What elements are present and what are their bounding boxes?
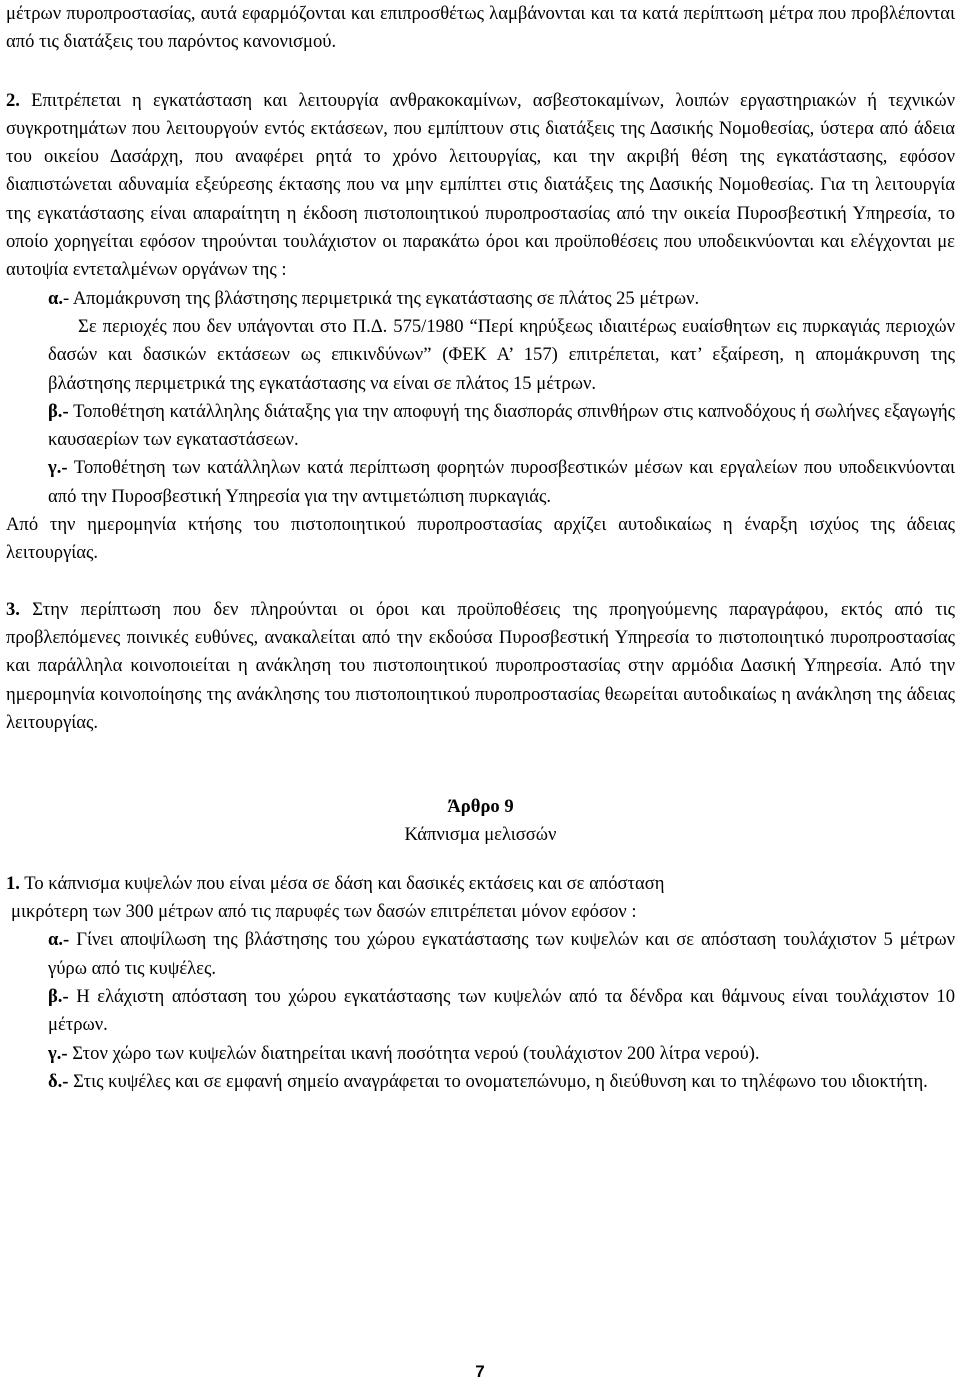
item-label: δ.-: [48, 1070, 69, 1092]
item-text: Η ελάχιστη απόσταση του χώρου εγκατάστασης των κυψελών από τα δένδρα και θάμνους είναι τουλάχιστον 10 μέτρων.: [48, 985, 955, 1036]
item-text: Στον χώρο των κυψελών διατηρείται ικανή ποσότητα νερού (τουλάχιστον 200 λίτρα νερού).: [67, 1042, 760, 1064]
article-item-d: [6, 1068, 955, 1096]
item-label: γ.-: [48, 457, 68, 479]
page-number: 7: [475, 1362, 485, 1381]
item-text: - Απομάκρυνση της βλάστησης περιμετρικά της εγκατάστασης σε πλάτος 25 μέτρων.: [63, 287, 700, 309]
item-label: β.-: [48, 985, 69, 1007]
list-item-a: [6, 285, 955, 313]
article-item-c: [6, 1040, 955, 1068]
article-subheading: Κάπνισμα μελισσών: [404, 824, 557, 846]
item-text: Σε περιοχές που δεν υπάγονται στο Π.Δ. 575/1980 “Περί κηρύξεως ιδιαιτέρως ευαίσθητων εις πυρκαγιάς περιοχών δασών και δασικών εκτάσεων ως επικινδύνων” (ΦΕΚ Α’ 157) επιτρέπεται, κατ’ εξαίρεση, η απομάκρυνση της βλάστησης περιμετρικά της εγκατάστασης να είναι σε πλάτος 15 μέτρων.: [48, 315, 955, 394]
paragraph-3: [6, 596, 955, 737]
list-item-b: [6, 398, 955, 455]
paragraph-2-closing: Από την ημερομηνία κτήσης του πιστοποιητικού πυροπροστασίας αρχίζει αυτοδικαίως η έναρξη ισχύος της άδειας λειτουργίας.: [6, 514, 955, 564]
document-page: [6, 0, 955, 1096]
item-label: γ.-: [48, 1042, 68, 1064]
item-label: α.: [48, 287, 64, 309]
paragraph-number: 3.: [6, 598, 20, 620]
article-paragraph-1-line1: [6, 870, 955, 898]
spacer: [6, 568, 955, 596]
paragraph-number: 1.: [6, 872, 20, 894]
item-text: Γίνει αποψίλωση της βλάστησης του χώρου εγκατάστασης των κυψελών και σε απόσταση τουλάχιστον 5 μέτρων γύρω από τις κυψέλες.: [48, 929, 955, 979]
item-text: Στις κυψέλες και σε εμφανή σημείο αναγράφεται το ονοματεπώνυμο, η διεύθυνση και το τηλέφωνο του ιδιοκτήτη.: [68, 1070, 928, 1092]
item-text: Τοποθέτηση των κατάλληλων κατά περίπτωση φορητών πυροσβεστικών μέσων και εργαλείων που υποδεικνύονται από την Πυροσβεστική Υπηρεσία για την αντιμετώπιση πυρκαγιάς.: [48, 457, 955, 507]
article-heading: Άρθρο 9: [447, 796, 514, 818]
paragraph-3-text: Στην περίπτωση που δεν πληρούνται οι όροι και προϋποθέσεις της προηγούμενης παραγράφου, εκτός από τις προβλεπόμενες ποινικές ευθύνες, ανακαλείται από την εκδούσα Πυροσβεστική Υπηρεσία το πιστοποιητικό πυροπροστασίας και παράλληλα κοινοποιείται η ανάκληση του πιστοποιητικού πυροπροστασίας στην αρμόδια Δασική Υπηρεσία. Από την ημερομηνία κοινοποίησης της ανάκλησης του πιστοποιητικού πυροπροστασίας θεωρείται αυτοδικαίως η ανάκληση της άδειας λειτουργίας.: [6, 598, 955, 733]
paragraph-text: Το κάπνισμα κυψελών που είναι μέσα σε δάση και δασικές εκτάσεις και σε απόσταση: [19, 872, 665, 894]
item-text: Τοποθέτηση κατάλληλης διάταξης για την αποφυγή της διασποράς σπινθήρων στις καπνοδόχους ή σωλήνες εξαγωγής καυσαερίων των εγκαταστάσεων.: [48, 400, 955, 451]
paragraph-number: 2.: [6, 89, 20, 111]
spacer: [6, 57, 955, 87]
article-item-a: [6, 926, 955, 983]
intro-paragraph: μέτρων πυροπροστασίας, αυτά εφαρμόζονται και επιπροσθέτως λαμβάνονται και τα κατά περίπτωση μέτρα που προβλέπονται από τις διατάξεις του παρόντος κανονισμού.: [6, 3, 955, 53]
list-item-c: [6, 454, 955, 511]
paragraph-2: [6, 87, 955, 285]
paragraph-2-text: Επιτρέπεται η εγκατάσταση και λειτουργία ανθρακοκαμίνων, ασβεστοκαμίνων, λοιπών εργαστηριακών ή τεχνικών συγκροτημάτων που λειτουργούν εντός εκτάσεων, που εμπίπτουν στις διατάξεις της Δασικής Νομοθεσίας, ύστερα από άδεια του οικείου Δασάρχη, που αναφέρει ρητά το χρόνο λειτουργίας, και την ακριβή θέση της εγκατάστασης, εφόσον διαπιστώνεται αδυναμία εξεύρεσης έκτασης που να μην εμπίπτει στις διατάξεις της Δασικής Νομοθεσίας. Για τη λειτουργία της εγκατάστασης είναι απαραίτητη η έκδοση πιστοποιητικού πυροπροστασίας από την οικεία Πυροσβεστική Υπηρεσία, το οποίο χορηγείται εφόσον τηρούνται τουλάχιστον οι παρακάτω όροι και προϋποθέσεις που υποδεικνύονται και ελέγχονται με αυτοψία εντεταλμένων οργάνων της :: [6, 89, 955, 281]
article-paragraph-1-line2: μικρότερη των 300 μέτρων από τις παρυφές των δασών επιτρέπεται μόνον εφόσον :: [11, 901, 637, 923]
spacer: [6, 850, 955, 870]
article-item-b: [6, 983, 955, 1040]
list-item-a-note: [6, 313, 955, 398]
spacer: [6, 737, 955, 793]
item-label: β.-: [48, 400, 69, 422]
item-label: α.-: [48, 929, 70, 951]
